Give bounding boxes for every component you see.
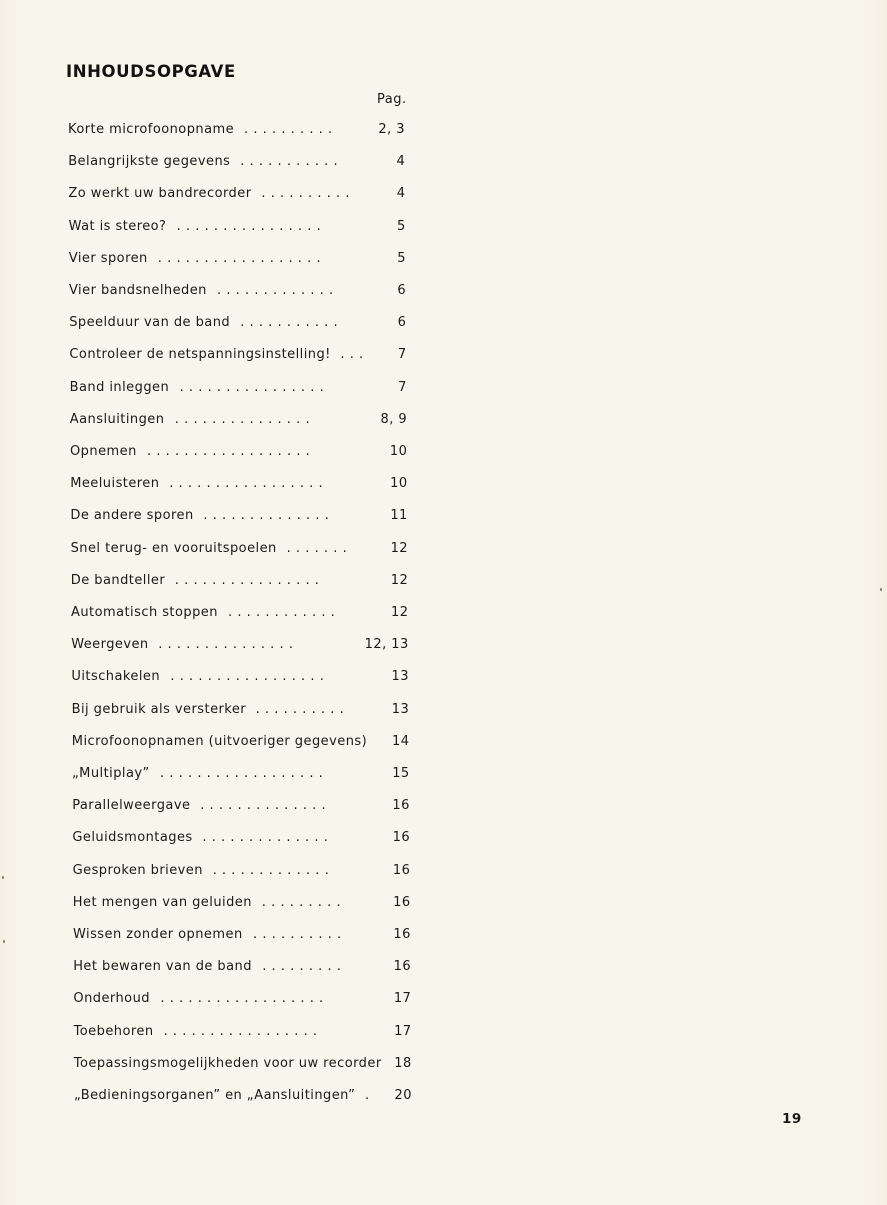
toc-entry [70, 476, 407, 496]
toc-entry-page: 16 [392, 862, 411, 878]
toc-entry-label: Band inleggen [69, 379, 170, 395]
toc-dot-leader: .......... [253, 927, 347, 942]
toc-dot-leader: ............. [212, 862, 334, 878]
toc-entry-page: 16 [393, 894, 411, 910]
toc-entry [70, 444, 407, 464]
toc-entry [74, 1024, 412, 1044]
toc-entry-label: Speelduur van de band [69, 315, 231, 331]
toc-entry-label: „Bedieningsorganen” en „Aansluitingen” [74, 1088, 356, 1103]
toc-entry-label: Opnemen [70, 444, 137, 459]
toc-entry [72, 830, 410, 850]
toc-entry-page: 15 [392, 766, 410, 781]
toc-dot-leader: .............. [203, 508, 335, 524]
toc-entry [68, 122, 405, 142]
toc-entry-page: 16 [392, 798, 410, 814]
toc-dot-leader: ................. [170, 669, 330, 685]
toc-dot-leader: .............. [202, 830, 334, 846]
toc-entry-label: Het mengen van geluiden [72, 894, 252, 910]
toc-entry-label: Automatisch stoppen [71, 605, 218, 620]
toc-dot-leader: ......... [261, 894, 346, 910]
toc-entry [71, 573, 408, 593]
paper-speck [880, 588, 882, 591]
toc-entry-label: Controleer de netspanningsinstelling! [69, 347, 331, 363]
toc-entry-page: 13 [391, 669, 409, 685]
toc-entry [71, 541, 408, 561]
toc-dot-leader: . [365, 1088, 375, 1103]
toc-dot-leader: ................. [169, 476, 328, 492]
toc-entry [68, 154, 405, 174]
toc-entry [72, 798, 410, 818]
toc-dot-leader: ........... [240, 154, 343, 170]
toc-entry-page: 12, 13 [364, 637, 409, 653]
toc-dot-leader: ............. [217, 283, 339, 298]
toc-entry-page: 12 [391, 605, 409, 620]
toc-entry [69, 283, 406, 303]
toc-dot-leader: ... [340, 347, 369, 363]
toc-entry [74, 1088, 412, 1108]
toc-dot-leader: .................. [160, 991, 329, 1007]
toc-entry [71, 637, 409, 657]
paper-speck [2, 876, 4, 879]
toc-entry-label: Belangrijkste gegevens [68, 154, 231, 170]
toc-entry-page: 20 [394, 1088, 412, 1103]
toc-entry [70, 380, 407, 400]
toc-entry-label: Snel terug- en vooruitspoelen [70, 540, 277, 556]
page-number: 19 [782, 1111, 802, 1127]
toc-entry-label: Het bewaren van de band [73, 959, 252, 975]
toc-dot-leader: .............. [200, 798, 331, 814]
paper-speck [3, 940, 5, 943]
toc-entry [68, 186, 405, 206]
toc-dot-leader: ............... [174, 411, 315, 427]
toc-entry [69, 315, 406, 335]
toc-entry-page: 17 [394, 1023, 412, 1039]
toc-entry-page: 6 [397, 283, 407, 298]
toc-entry-label: Korte microfoonopname [68, 122, 235, 137]
toc-entry-page: 12 [390, 572, 409, 588]
toc-entry-page: 5 [396, 218, 406, 234]
toc-entry [71, 669, 409, 689]
toc-dot-leader: ....... [286, 540, 352, 556]
toc-entry-page: 16 [393, 927, 411, 942]
toc-dot-leader: .......... [261, 186, 355, 202]
toc-entry-label: Zo werkt uw bandrecorder [68, 186, 252, 202]
toc-entry-page: 18 [394, 1055, 412, 1071]
toc-dot-leader: .......... [255, 701, 349, 717]
toc-dot-leader: ................ [174, 572, 325, 588]
toc-entry-page: 4 [396, 186, 406, 202]
toc-entry-label: Microfoonopnamen (uitvoeriger gegevens) [71, 733, 368, 749]
toc-entry [73, 959, 411, 979]
toc-entry [73, 895, 411, 915]
toc-entry-label: Onderhoud [73, 991, 150, 1007]
toc-entry-label: Meeluisteren [70, 476, 160, 492]
toc-entry-page: 10 [390, 476, 408, 492]
toc-entry [73, 863, 411, 883]
toc-entry [69, 347, 406, 367]
toc-entry-page: 16 [393, 959, 412, 975]
toc-entry-label: Geluidsmontages [72, 830, 193, 846]
toc-entry-page: 6 [397, 315, 407, 331]
toc-entry [73, 991, 411, 1011]
toc-title: INHOUDSOPGAVE [66, 62, 236, 81]
toc-entry [74, 1056, 412, 1076]
toc-dot-leader: .................. [147, 444, 315, 459]
toc-entry [70, 412, 407, 432]
toc-entry [72, 766, 410, 786]
toc-entry [72, 702, 410, 722]
toc-entry-label: Toebehoren [73, 1023, 154, 1039]
toc-entry-label: Vier sporen [68, 250, 148, 266]
toc-dot-leader: ............... [158, 637, 299, 653]
toc-dot-leader: ........... [240, 315, 343, 331]
toc-entry-label: „Multiplay” [72, 766, 150, 781]
toc-dot-leader: .................. [157, 250, 326, 266]
toc-entry-page: 7 [398, 379, 407, 395]
toc-entry-page: 13 [391, 701, 410, 717]
toc-entry-page: 12 [390, 540, 409, 556]
toc-entry-page: 14 [391, 733, 410, 749]
toc-dot-leader: ................ [176, 218, 326, 234]
toc-entry-label: Parallelweergave [72, 798, 191, 814]
toc-dot-leader: .......... [244, 122, 338, 137]
toc-entry-label: De andere sporen [70, 508, 194, 524]
toc-entry-label: Uitschakelen [71, 669, 161, 685]
toc-dot-leader: .................. [160, 766, 328, 781]
toc-entry-page: 17 [393, 991, 412, 1007]
toc-entry-label: Toepassingsmogelijkheden voor uw recorder [73, 1055, 382, 1071]
toc-entry-page: 10 [389, 444, 408, 459]
toc-entry-page: 16 [392, 830, 411, 846]
toc-entry-page: 11 [390, 508, 408, 524]
page-column-header: Pag. [377, 92, 407, 107]
toc-entry-page: 5 [397, 250, 406, 266]
toc-entry-label: Wat is stereo? [68, 218, 167, 234]
toc-entry [73, 927, 411, 947]
toc-entry-label: Gesproken brieven [72, 862, 203, 878]
toc-dot-leader: ................ [179, 379, 329, 395]
toc-entry-label: Bij gebruik als versterker [71, 701, 247, 717]
toc-entry-page: 7 [397, 347, 407, 363]
toc-entry [72, 734, 410, 754]
toc-entry [71, 605, 409, 625]
toc-entry [69, 251, 406, 271]
toc-dot-leader: ......... [262, 959, 347, 975]
toc-entry-page: 4 [396, 154, 406, 170]
toc-entry [70, 508, 407, 528]
toc-entry-label: Aansluitingen [69, 411, 165, 427]
toc-entry-label: Vier bandsnelheden [69, 283, 207, 298]
toc-entry-page: 2, 3 [378, 122, 405, 137]
toc-entry-label: Weergeven [71, 637, 149, 653]
toc-entry-page: 8, 9 [380, 411, 408, 427]
toc-entry-label: Wissen zonder opnemen [73, 927, 243, 942]
toc-entry-label: De bandteller [70, 572, 166, 588]
toc-dot-leader: ............ [228, 605, 340, 620]
toc-entry [69, 219, 406, 239]
toc-dot-leader: ................. [163, 1023, 323, 1039]
